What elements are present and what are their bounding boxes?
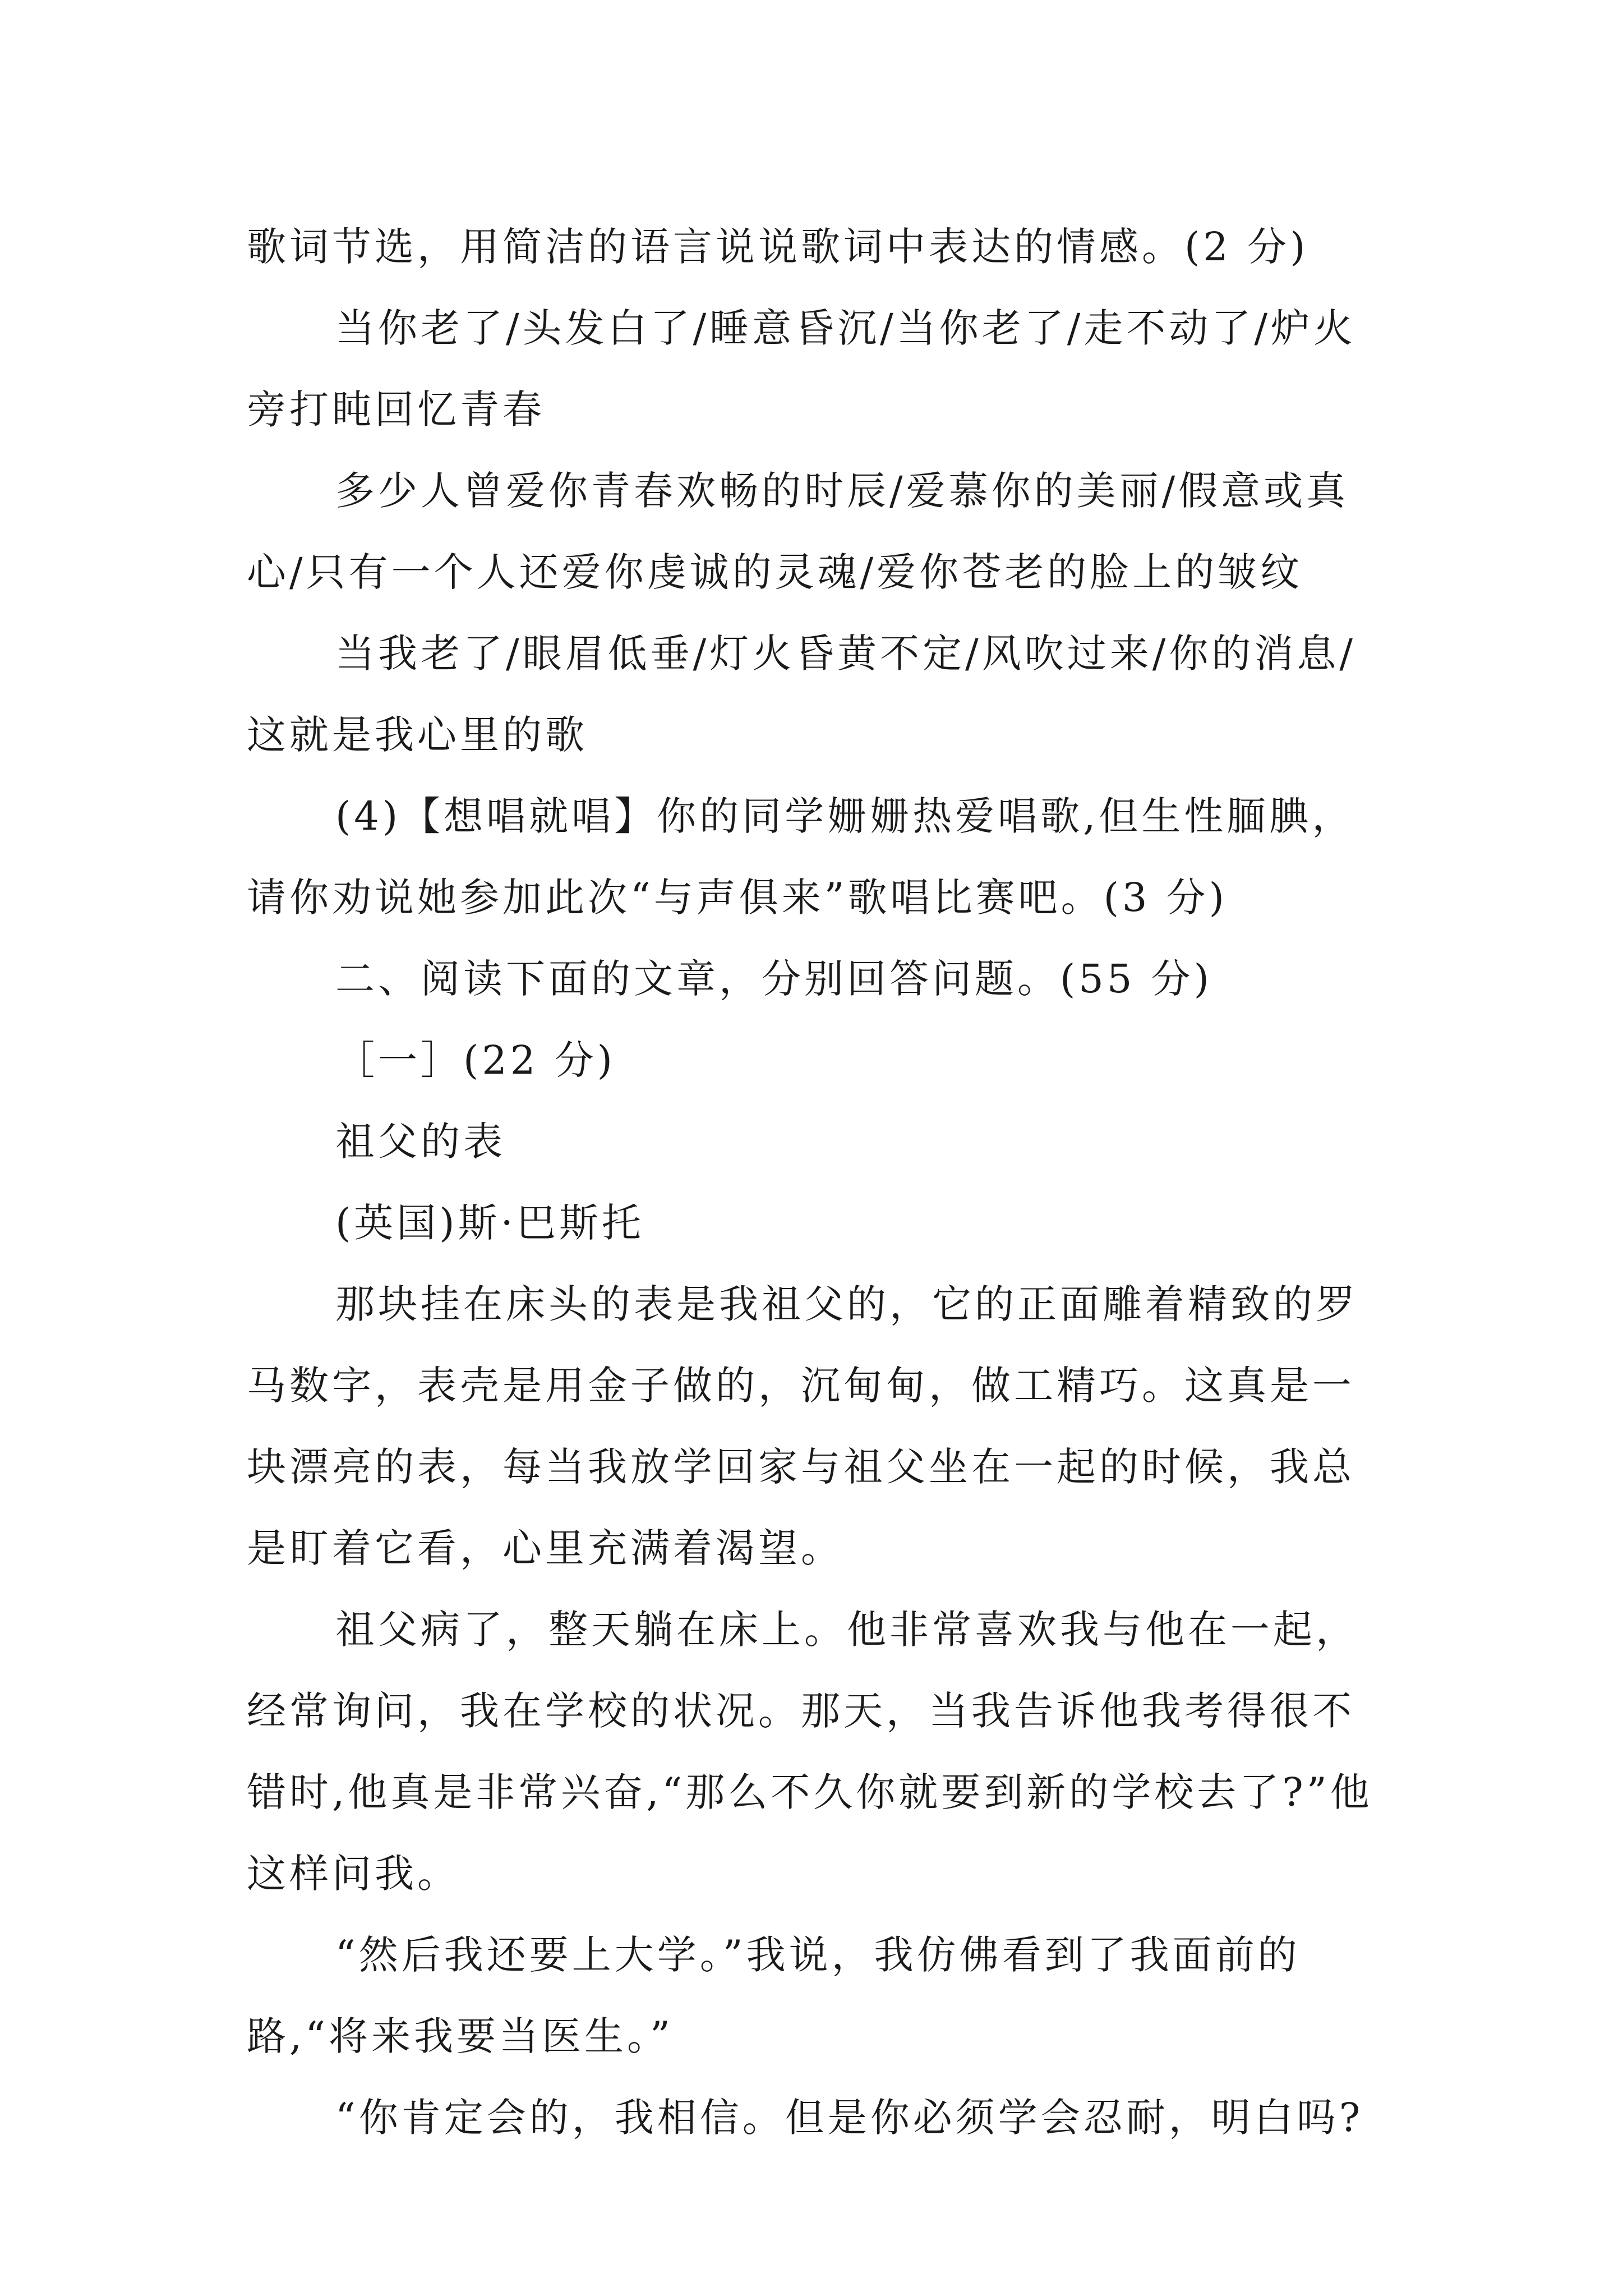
article-paragraph-1: 那块挂在床头的表是我祖父的，它的正面雕着精致的罗马数字，表壳是用金子做的，沉甸甸，做工精巧。这真是一块漂亮的表，每当我放学回家与祖父坐在一起的时候，我总是盯着它看，心里充满着渴望。: [247, 1281, 1358, 1571]
article-paragraph-2: 祖父病了，整天躺在床上。他非常喜欢我与他在一起，经常询问，我在学校的状况。那天，当我告诉他我考得很不错时,他真是非常兴奋,“那么不久你就要到新的学校去了?”他这样问我。: [247, 1607, 1373, 1897]
document-body: [247, 206, 1388, 2159]
lyrics-stanza-3: 当我老了/眼眉低垂/灯火昏黄不定/风吹过来/你的消息/这就是我心里的歌: [247, 631, 1356, 758]
paragraph-question-intro: 歌词节选，用简洁的语言说说歌词中表达的情感。(2 分): [247, 224, 1309, 270]
article-paragraph-4: “你肯定会的，我相信。但是你必须学会忍耐，明白吗?: [335, 2095, 1364, 2141]
lyrics-stanza-2: 多少人曾爱你青春欢畅的时辰/爱慕你的美丽/假意或真心/只有一个人还爱你虔诚的灵魂/爱你苍老的脸上的皱纹: [247, 468, 1349, 595]
article-author: (英国)斯·巴斯托: [335, 1200, 644, 1246]
question-4: (4)【想唱就唱】你的同学姗姗热爱唱歌,但生性腼腆，请你劝说她参加此次“与声俱来”歌唱比赛吧。(3 分): [247, 793, 1355, 921]
article-title: 祖父的表: [335, 1119, 506, 1165]
section-heading-reading: 二、阅读下面的文章，分别回答问题。(55 分): [335, 956, 1212, 1002]
lyrics-stanza-1: 当你老了/头发白了/睡意昏沉/当你老了/走不动了/炉火旁打盹回忆青春: [247, 305, 1356, 432]
subsection-heading-1: ［一］(22 分): [335, 1037, 616, 1083]
article-paragraph-3: “然后我还要上大学。”我说，我仿佛看到了我面前的路,“将来我要当医生。”: [247, 1932, 1301, 2059]
